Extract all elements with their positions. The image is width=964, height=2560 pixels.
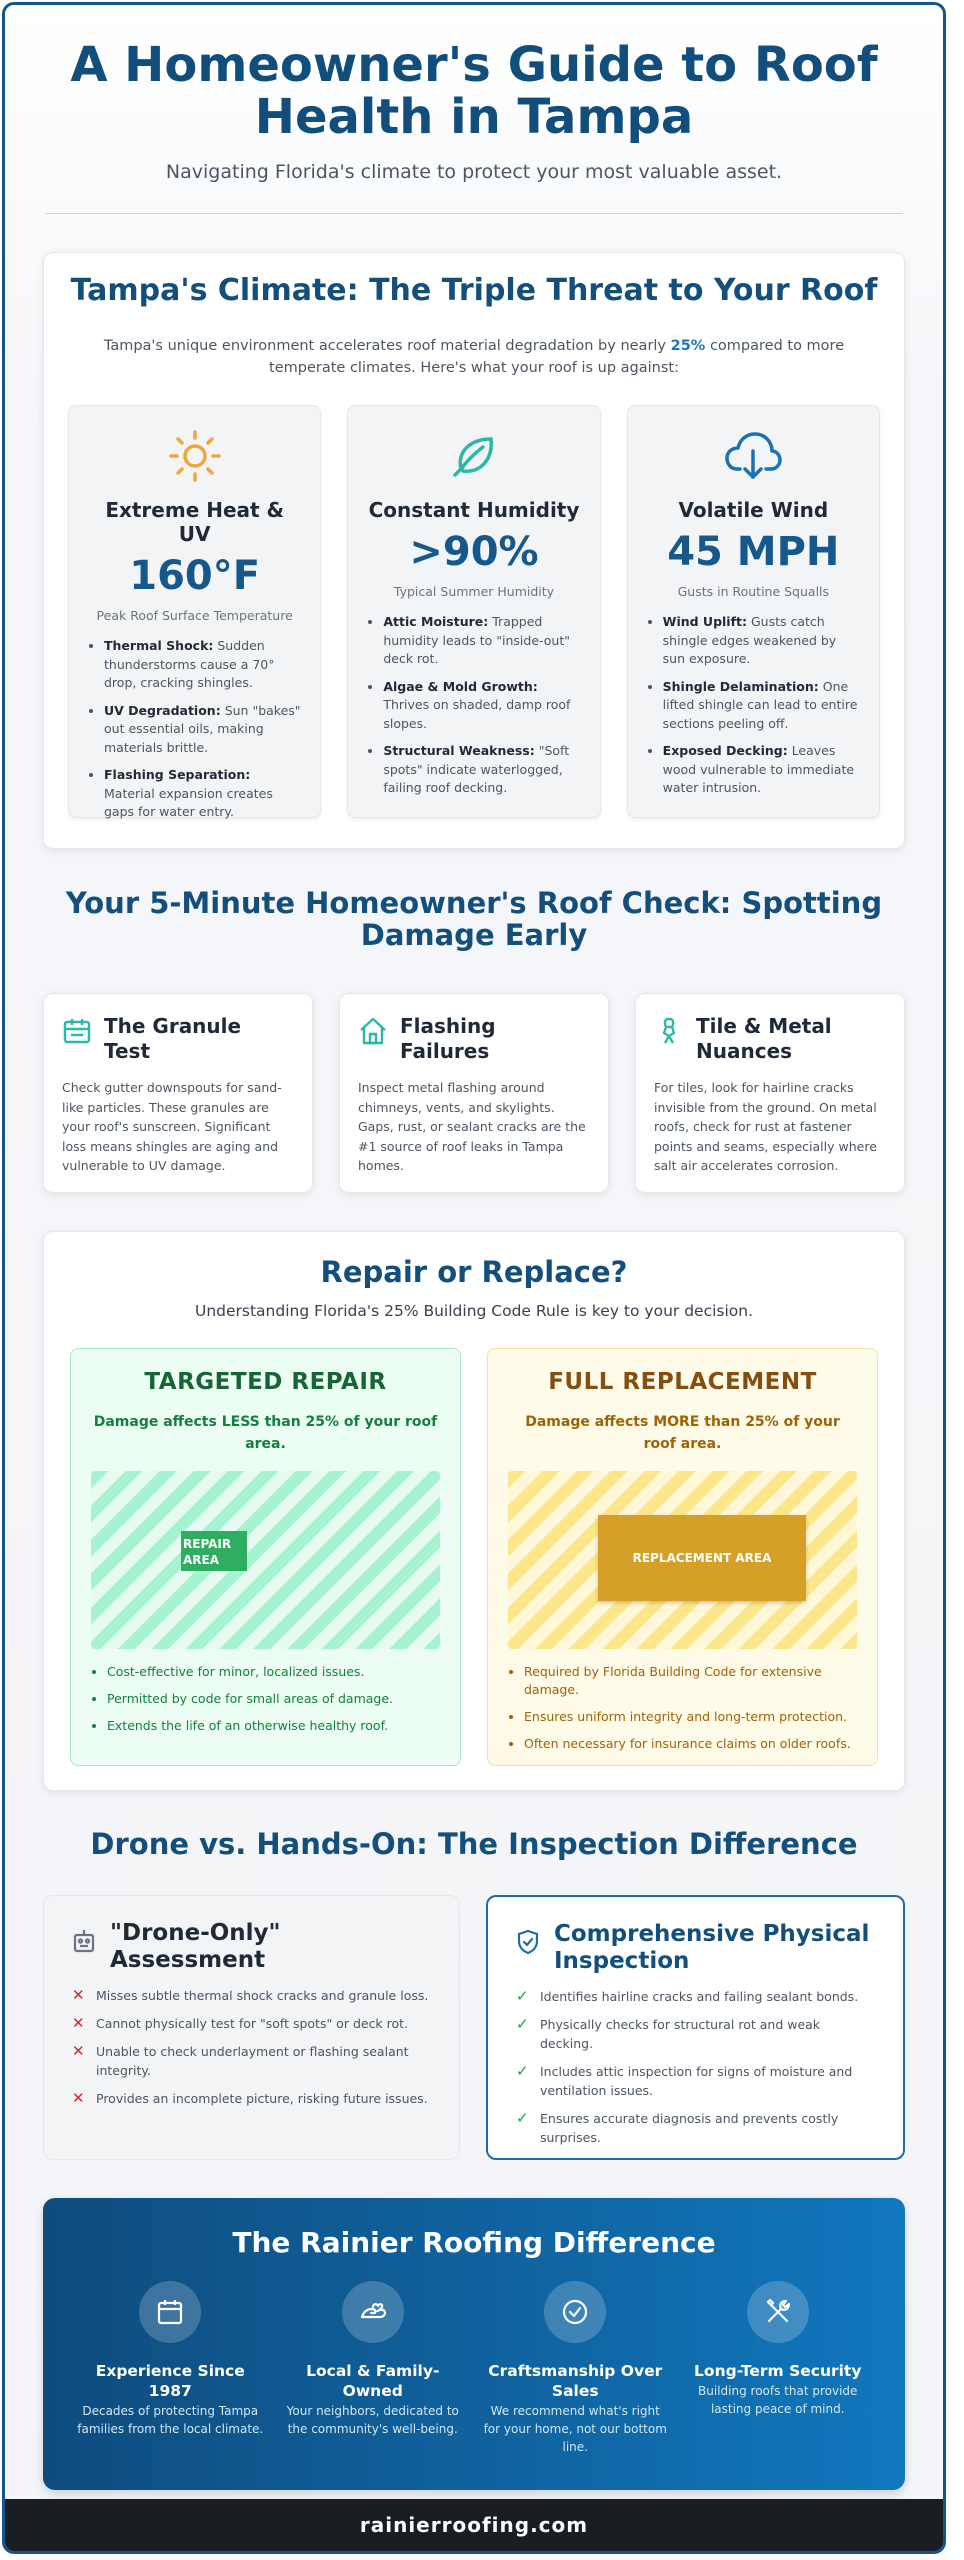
page-subtitle: Navigating Florida's climate to protect your most valuable asset. [165,161,783,183]
replace-roof-diagram [508,1471,857,1649]
drone-title: "Drone-Only" Assessment [110,1920,281,1973]
threat-title: Constant Humidity [368,498,580,522]
climate-section [43,252,905,849]
drone-point [72,2014,431,2033]
leaf-icon [366,428,581,484]
threat-card-humidity [347,405,600,818]
drone-point [72,2089,431,2108]
robot-icon [72,1920,96,1958]
inspection-title: Drone vs. Hands-On: The Inspection Difference [90,1827,858,1861]
check-circle-icon [544,2281,606,2343]
threat-caption: Typical Summer Humidity [393,584,555,599]
check-text: Check gutter downspouts for sand-like particles. These granules are your roof's sunscreen. Significant loss means shingles are aging and vulnerable to UV damage. [62,1080,282,1173]
threat-point-text: Sudden thunderstorms cause a 70° drop, cracking shingles. [104,638,275,690]
climate-intro-text-end: compared to more temperate climates. Here's what your roof is up against: [269,338,845,376]
tools-icon [747,2281,809,2343]
threat-point-text: Trapped humidity leads to "inside-out" deck rot. [383,614,570,666]
drone-point-text: Provides an incomplete picture, risking future issues. [96,2091,428,2106]
cloud-download-icon [646,428,861,484]
threat-point [383,613,581,669]
threat-point [104,766,302,822]
drone-point-text: Unable to check underlayment or flashing sealant integrity. [96,2044,409,2078]
threat-point-label: Shingle Delamination: [662,678,819,694]
physical-inspection-card [486,1895,905,2160]
threat-points [87,637,302,822]
threat-point-label: Exposed Decking: [662,743,788,758]
feature-text: Building roofs that provide lasting peace of mind. [698,2384,858,2416]
shield-check-icon [516,1921,540,1959]
roof-check-title: Your 5-Minute Homeowner's Roof Check: Spotting Damage Early [65,886,883,952]
drone-point-text: Cannot physically test for "soft spots" or deck rot. [96,2016,409,2031]
threat-point-label: Algae & Mold Growth: [383,678,538,694]
feature-craftsmanship [474,2281,677,2456]
threat-point-label: Flashing Separation: [104,767,251,782]
x-icon: ✕ [72,1986,85,2004]
drone-point [72,1986,431,2005]
repair-condition: Damage affects LESS than 25% of your roof area. [93,1414,438,1452]
hand-heart-icon [342,2281,404,2343]
physical-point-text: Physically checks for structural rot and weak decking. [540,2017,821,2051]
threat-point-label: Structural Weakness: [383,743,535,758]
threat-point-text: Thrives on shaded, damp roof slopes. [383,697,571,731]
drone-point [72,2042,431,2080]
climate-title: Tampa's Climate: The Triple Threat to Your Roof [70,273,878,308]
threat-card-wind [627,405,880,818]
x-icon: ✕ [72,2042,85,2060]
x-icon: ✕ [72,2014,85,2032]
threat-caption: Gusts in Routine Squalls [677,584,830,599]
check-icon: ✓ [516,1987,529,2005]
physical-point-text: Ensures accurate diagnosis and prevents costly surprises. [540,2111,839,2145]
infographic-frame [2,2,946,2554]
check-icon: ✓ [516,2062,529,2080]
physical-points [516,1987,875,2147]
physical-point [516,1987,875,2006]
feature-title: Long-Term Security [694,2362,862,2380]
threat-card-heat [68,405,321,818]
header-divider [45,213,903,214]
repair-points [91,1663,440,1735]
threat-title: Extreme Heat & UV [105,498,284,546]
x-icon: ✕ [72,2089,85,2107]
repair-replace-title: Repair or Replace? [320,1255,628,1289]
replace-points [508,1663,857,1753]
repair-point: • Cost-effective for minor, localized issues. [107,1663,440,1681]
drone-point-text: Misses subtle thermal shock cracks and granule loss. [96,1988,429,2003]
feature-text: Your neighbors, dedicated to the community's well-being. [286,2404,459,2436]
replace-title: FULL REPLACEMENT [548,1369,817,1395]
physical-point-text: Includes attic inspection for signs of moisture and ventilation issues. [540,2064,853,2098]
threat-point [383,742,581,798]
climate-intro-text: Tampa's unique environment accelerates roof material degradation by nearly [103,338,671,354]
feature-local [272,2281,475,2456]
replace-point: • Required by Florida Building Code for extensive damage. [524,1663,857,1699]
threat-point [663,742,861,798]
threat-point [663,678,861,734]
replacement-area-patch: REPLACEMENT AREA [598,1515,806,1601]
threat-point-label: Attic Moisture: [383,614,489,629]
replace-point: • Ensures uniform integrity and long-term protection. [524,1708,857,1726]
replace-condition: Damage affects MORE than 25% of your roof area. [525,1414,840,1452]
drone-assessment-card [43,1895,460,2160]
threat-point [104,702,302,758]
check-icon: ✓ [516,2015,529,2033]
threat-stat: 45 MPH [667,529,840,575]
threat-title: Volatile Wind [678,498,829,522]
roof-check-cards [43,993,905,1193]
repair-replace-intro: Understanding Florida's 25% Building Code Rule is key to your decision. [194,1302,754,1320]
check-text: Inspect metal flashing around chimneys, vents, and skylights. Gaps, rust, or sealant cracks are the #1 source of roof leaks in Tampa homes. [358,1080,586,1173]
footer-site-link[interactable]: rainierroofing.com [5,2499,943,2551]
calendar-icon [139,2281,201,2343]
threat-points [646,613,861,798]
climate-intro-highlight: 25% [670,338,706,354]
threat-point-text: Material expansion creates gaps for water entry. [104,785,273,819]
feature-title: Craftsmanship Over Sales [488,2362,663,2400]
page-title: A Homeowner's Guide to Roof Health in Tampa [70,37,878,145]
drone-points [72,1986,431,2108]
check-card-tile [635,993,905,1193]
clipboard-icon [62,1014,90,1050]
physical-point [516,2015,875,2053]
climate-intro [76,335,872,379]
repair-point: • Extends the life of an otherwise healthy roof. [107,1717,440,1735]
check-card-granule [43,993,313,1193]
replace-point: • Often necessary for insurance claims on older roofs. [524,1735,857,1753]
threat-points [366,613,581,798]
sun-icon [87,428,302,484]
home-icon [358,1014,386,1050]
physical-title: Comprehensive Physical Inspection [554,1921,870,1974]
threat-point [383,678,581,734]
check-card-flashing [339,993,609,1193]
check-icon: ✓ [516,2109,529,2127]
physical-point [516,2062,875,2100]
rainier-difference-section [43,2198,905,2490]
difference-title: The Rainier Roofing Difference [232,2226,716,2259]
physical-point [516,2109,875,2147]
feature-text: We recommend what's right for your home, not our bottom line. [483,2404,667,2454]
threat-point-text: Leaves wood vulnerable to immediate water intrusion. [662,743,855,795]
feature-title: Experience Since 1987 [95,2362,245,2400]
replace-option [487,1348,878,1766]
threat-point-text: Gusts catch shingle edges weakened by sun exposure. [662,614,837,666]
repair-title: TARGETED REPAIR [144,1369,387,1395]
threat-cards [68,405,880,818]
physical-point-text: Identifies hairline cracks and failing sealant bonds. [540,1989,859,2004]
check-title: Tile & Metal Nuances [696,1014,832,1063]
threat-point-text: Sun "bakes" out essential oils, making materials brittle. [104,702,301,755]
threat-point-label: UV Degradation: [104,702,221,718]
repair-point: • Permitted by code for small areas of damage. [107,1690,440,1708]
threat-point-text: One lifted shingle can lead to entire sections peeling off. [662,678,858,731]
feature-text: Decades of protecting Tampa families from the local climate. [77,2404,264,2436]
threat-stat: 160°F [129,553,261,599]
feature-experience [69,2281,272,2456]
threat-point-text: "Soft spots" indicate waterlogged, failing roof decking. [383,743,570,795]
feature-security [677,2281,880,2456]
threat-point-label: Thermal Shock: [104,638,214,653]
difference-features [43,2281,905,2456]
check-title: Flashing Failures [400,1014,496,1063]
threat-point-label: Wind Uplift: [662,614,748,629]
page-header [43,5,905,214]
inspection-comparison [43,1895,905,2160]
tile-icon [654,1014,682,1050]
check-text: For tiles, look for hairline cracks invisible from the ground. On metal roofs, check for rust at fastener points and seams, especially where salt air accelerates corrosion. [654,1080,877,1173]
threat-point [104,637,302,693]
threat-caption: Peak Roof Surface Temperature [96,608,293,623]
repair-area-patch: REPAIR AREA [181,1531,247,1571]
threat-point [663,613,861,669]
repair-replace-section [43,1231,905,1791]
threat-stat: >90% [409,529,539,575]
check-title: The Granule Test [104,1014,242,1063]
repair-option [70,1348,461,1766]
repair-roof-diagram [91,1471,440,1649]
repair-replace-options [70,1348,878,1766]
feature-title: Local & Family-Owned [306,2362,440,2400]
